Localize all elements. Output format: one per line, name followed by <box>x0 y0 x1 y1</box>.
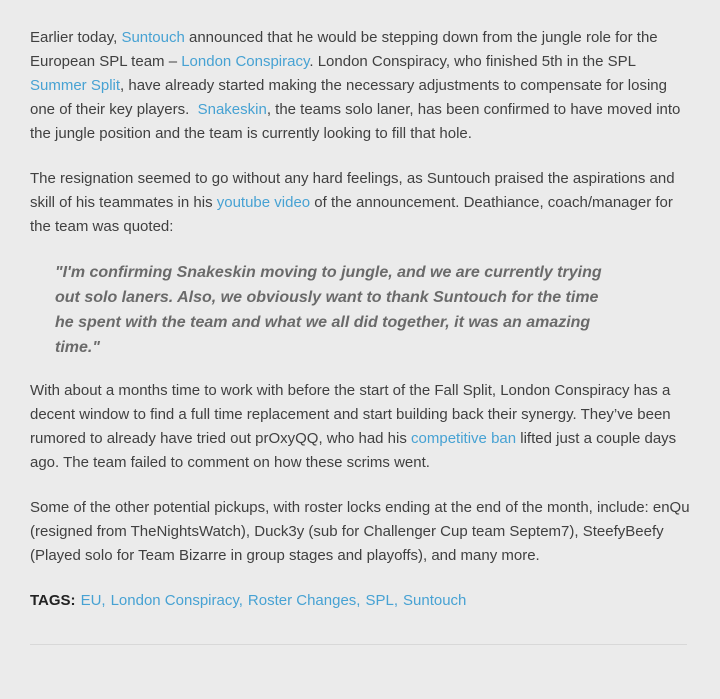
text-run: , the teams solo laner, has been confirmed to have moved into the jungle position and the team is currently looking to fill that hole. <box>30 101 685 142</box>
text-run: Some of the other potential pickups, with roster locks ending at the end of the month, include: enQu (resigned from TheNightsWatch), Duck3y (sub for Challenger Cup team Septem7), SteefyBeefy (Played solo for Team Bizarre in group stages and playoffs), and many more. <box>30 499 694 564</box>
text-run: The resignation seemed to go without any hard feelings, as Suntouch praised the aspirations and skill of his teammates in his <box>30 170 679 211</box>
link-london-conspiracy[interactable]: London Conspiracy <box>181 53 310 70</box>
text-run: of the announcement. Deathiance, coach/manager for the team was quoted: <box>30 194 678 235</box>
link-summer-split[interactable]: Summer Split <box>30 77 121 94</box>
tag-roster-changes[interactable]: Roster Changes <box>247 592 357 609</box>
text-run: . London Conspiracy, who finished 5th in the SPL <box>309 53 640 70</box>
tag-separator: , <box>356 592 361 609</box>
tag-separator: , <box>238 592 243 609</box>
tag-eu[interactable]: EU <box>80 592 102 609</box>
link-suntouch[interactable]: Suntouch <box>121 29 185 46</box>
paragraph-1 <box>30 26 690 146</box>
text-run: , have already started making the necessary adjustments to compensate for losing one of their key players. <box>30 77 672 118</box>
link-competitive-ban[interactable]: competitive ban <box>411 430 517 447</box>
link-youtube-video[interactable]: youtube video <box>216 194 311 211</box>
text-run: announced that he would be stepping down from the jungle role for the European SPL team – <box>30 29 662 70</box>
text-run: lifted just a couple days ago. The team failed to comment on how these scrims went. <box>30 430 681 471</box>
quote-text: "I'm confirming Snakeskin moving to jungle, and we are currently trying out solo laners. Also, we obviously want to thank Suntouch for the time he spent with the team and what we all did together, it was an amazing time." <box>55 264 602 356</box>
tag-spl[interactable]: SPL <box>365 592 394 609</box>
tags-row <box>30 589 690 613</box>
divider <box>30 644 687 645</box>
tags-label: TAGS: <box>30 592 76 609</box>
tag-london-conspiracy[interactable]: London Conspiracy <box>110 592 239 609</box>
text-run: Earlier today, <box>30 29 122 46</box>
paragraph-4 <box>30 496 694 568</box>
tag-separator: , <box>393 592 398 609</box>
paragraph-3 <box>30 379 690 475</box>
tag-separator: , <box>101 592 106 609</box>
text-run: With about a months time to work with before the start of the Fall Split, London Conspiracy has a decent window to find a full time replacement and start building back their synergy. They’ve been rumored to already have tried out prOxyQQ, who had his <box>30 382 675 447</box>
link-snakeskin[interactable]: Snakeskin <box>197 101 267 118</box>
pull-quote <box>55 260 620 360</box>
paragraph-2 <box>30 167 690 239</box>
tag-suntouch[interactable]: Suntouch <box>403 592 467 609</box>
